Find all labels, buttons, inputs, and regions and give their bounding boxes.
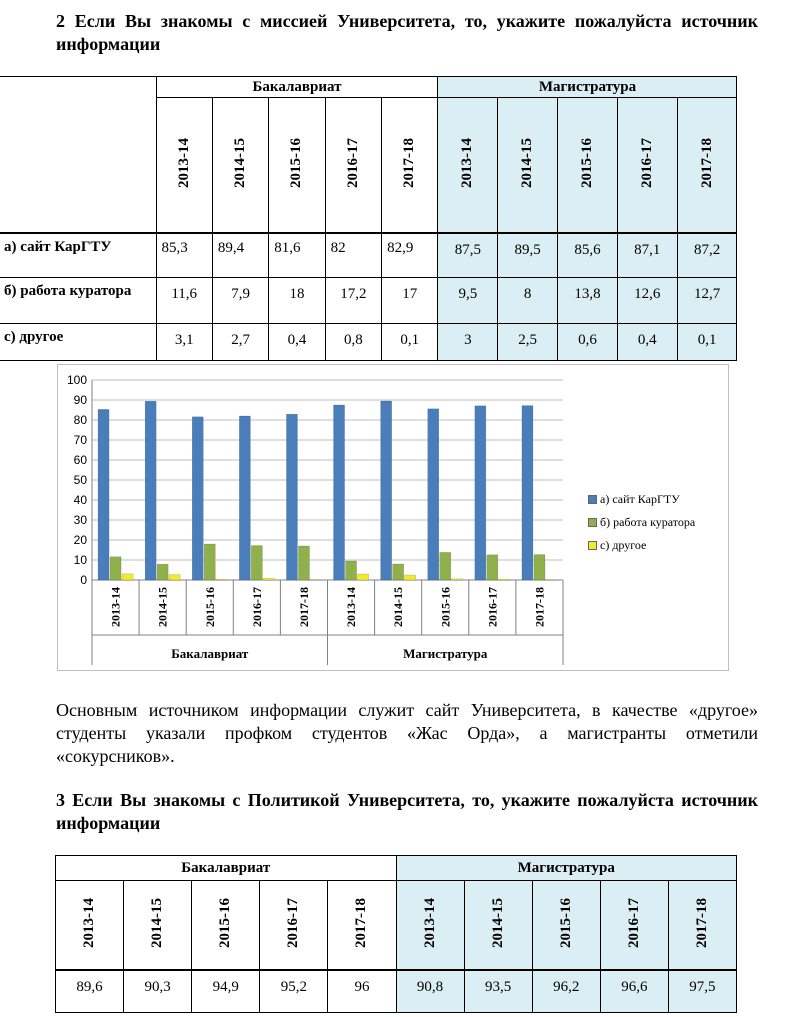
- table-row: [0, 323, 737, 360]
- q3-table: [55, 855, 737, 1013]
- table-cell: 82: [325, 233, 381, 277]
- q2-year-header: 2017-18: [677, 98, 737, 234]
- q2-group-bachelor: Бакалавриат: [156, 77, 438, 98]
- table-cell: 17: [382, 277, 438, 323]
- table-cell: 85,3: [156, 233, 212, 277]
- table-cell: 82,9: [382, 233, 438, 277]
- q3-year-header: 2015-16: [532, 881, 600, 971]
- table-cell: 3: [438, 323, 498, 360]
- legend-label: б) работа куратора: [600, 515, 696, 529]
- y-tick-label: 30: [73, 513, 87, 527]
- y-tick-label: 50: [73, 473, 87, 487]
- q3-year-header: 2015-16: [192, 881, 260, 971]
- table-cell: 97,5: [668, 970, 736, 1012]
- x-tick-label: 2017-18: [296, 587, 311, 627]
- table-cell: 89,5: [498, 233, 558, 277]
- q3-year-header: 2014-15: [124, 881, 192, 971]
- x-tick-label: 2016-17: [249, 587, 264, 627]
- y-tick-label: 80: [73, 413, 87, 427]
- table-row: [0, 233, 737, 277]
- legend-item: [588, 534, 695, 557]
- y-tick-label: 60: [73, 453, 87, 467]
- table-cell: 89,4: [212, 233, 268, 277]
- y-tick-label: 10: [73, 553, 87, 567]
- q2-year-header: 2013-14: [156, 98, 212, 234]
- table-cell: 85,6: [558, 233, 618, 277]
- q2-corner-cell: [0, 77, 156, 234]
- table-cell: 7,9: [212, 277, 268, 323]
- q2-year-header: 2013-14: [438, 98, 498, 234]
- legend-swatch: [588, 495, 597, 504]
- legend-swatch: [588, 541, 597, 550]
- table-cell: 8: [498, 277, 558, 323]
- y-tick-label: 70: [73, 433, 87, 447]
- table-cell: 87,1: [617, 233, 677, 277]
- x-tick-label: 2017-18: [532, 587, 547, 627]
- y-tick-label: 0: [80, 573, 87, 587]
- group-label: Бакалавриат: [171, 646, 249, 661]
- x-tick-label: 2015-16: [438, 587, 453, 627]
- table-cell: 13,8: [558, 277, 618, 323]
- table-cell: 96,2: [532, 970, 600, 1012]
- table-cell: 90,3: [124, 970, 192, 1012]
- legend-swatch: [588, 518, 597, 527]
- q2-group-master: Магистратура: [438, 77, 737, 98]
- table-cell: 87,5: [438, 233, 498, 277]
- table-cell: 9,5: [438, 277, 498, 323]
- q3-year-header: 2016-17: [260, 881, 328, 971]
- row-label: а) сайт КарГТУ: [0, 233, 156, 277]
- table-cell: 0,1: [382, 323, 438, 360]
- legend-label: а) сайт КарГТУ: [600, 492, 680, 506]
- legend-item: [588, 488, 695, 511]
- table-cell: 0,1: [677, 323, 737, 360]
- table-cell: 87,2: [677, 233, 737, 277]
- q2-year-header: 2015-16: [558, 98, 618, 234]
- table-cell: 12,6: [617, 277, 677, 323]
- q2-year-header: 2016-17: [617, 98, 677, 234]
- table-cell: 96,6: [600, 970, 668, 1012]
- q2-year-header: 2014-15: [212, 98, 268, 234]
- row-label: б) работа куратора: [0, 277, 156, 323]
- table-cell: 2,5: [498, 323, 558, 360]
- y-tick-label: 20: [73, 533, 87, 547]
- table-cell: 11,6: [156, 277, 212, 323]
- table-cell: 96: [328, 970, 396, 1012]
- y-tick-label: 100: [66, 373, 87, 387]
- table-cell: 2,7: [212, 323, 268, 360]
- q3-heading: 3 Если Вы знакомы с Политикой Университета, то, укажите пожалуйста источник информации: [56, 790, 758, 833]
- x-tick-label: 2013-14: [108, 587, 123, 627]
- table-cell: 12,7: [677, 277, 737, 323]
- x-tick-label: 2013-14: [344, 587, 359, 627]
- q3-year-header: 2017-18: [668, 881, 736, 971]
- table-cell: 18: [269, 277, 325, 323]
- table-cell: 94,9: [192, 970, 260, 1012]
- x-tick-label: 2015-16: [202, 587, 217, 627]
- table-cell: 90,8: [396, 970, 464, 1012]
- summary-paragraph: Основным источником информации служит сайт Университета, в качестве «другое» студенты указали профком студентов «Жас Орда», а магистранты отметили «сокурсников».: [56, 700, 758, 766]
- q3-year-header: 2013-14: [396, 881, 464, 971]
- y-tick-label: 40: [73, 493, 87, 507]
- table-cell: 0,6: [558, 323, 618, 360]
- x-tick-label: 2016-17: [485, 587, 500, 627]
- q3-year-header: 2014-15: [464, 881, 532, 971]
- row-label: с) другое: [0, 323, 156, 360]
- group-label: Магистратура: [403, 646, 488, 661]
- table-cell: 81,6: [269, 233, 325, 277]
- q3-year-header: 2017-18: [328, 881, 396, 971]
- q2-heading: 2 Если Вы знакомы с миссией Университета, то, укажите пожалуйста источник информации: [56, 11, 758, 54]
- q2-year-header: 2016-17: [325, 98, 381, 234]
- x-tick-label: 2014-15: [391, 587, 406, 627]
- q2-year-header: 2015-16: [269, 98, 325, 234]
- table-cell: 89,6: [56, 970, 124, 1012]
- q3-group-master: Магистратура: [396, 856, 736, 881]
- table-row: [0, 277, 737, 323]
- table-cell: 95,2: [260, 970, 328, 1012]
- legend-item: [588, 511, 695, 534]
- table-row: [56, 970, 737, 1012]
- table-cell: 0,8: [325, 323, 381, 360]
- q2-table: [0, 76, 737, 361]
- q3-year-header: 2016-17: [600, 881, 668, 971]
- q2-year-header: 2017-18: [382, 98, 438, 234]
- chart-legend: [588, 488, 695, 557]
- table-cell: 17,2: [325, 277, 381, 323]
- table-cell: 0,4: [269, 323, 325, 360]
- table-cell: 93,5: [464, 970, 532, 1012]
- table-cell: 0,4: [617, 323, 677, 360]
- x-tick-label: 2014-15: [155, 587, 170, 627]
- table-cell: 3,1: [156, 323, 212, 360]
- q2-year-header: 2014-15: [498, 98, 558, 234]
- y-tick-label: 90: [73, 393, 87, 407]
- q3-group-bachelor: Бакалавриат: [56, 856, 397, 881]
- q3-year-header: 2013-14: [56, 881, 124, 971]
- legend-label: с) другое: [600, 538, 647, 552]
